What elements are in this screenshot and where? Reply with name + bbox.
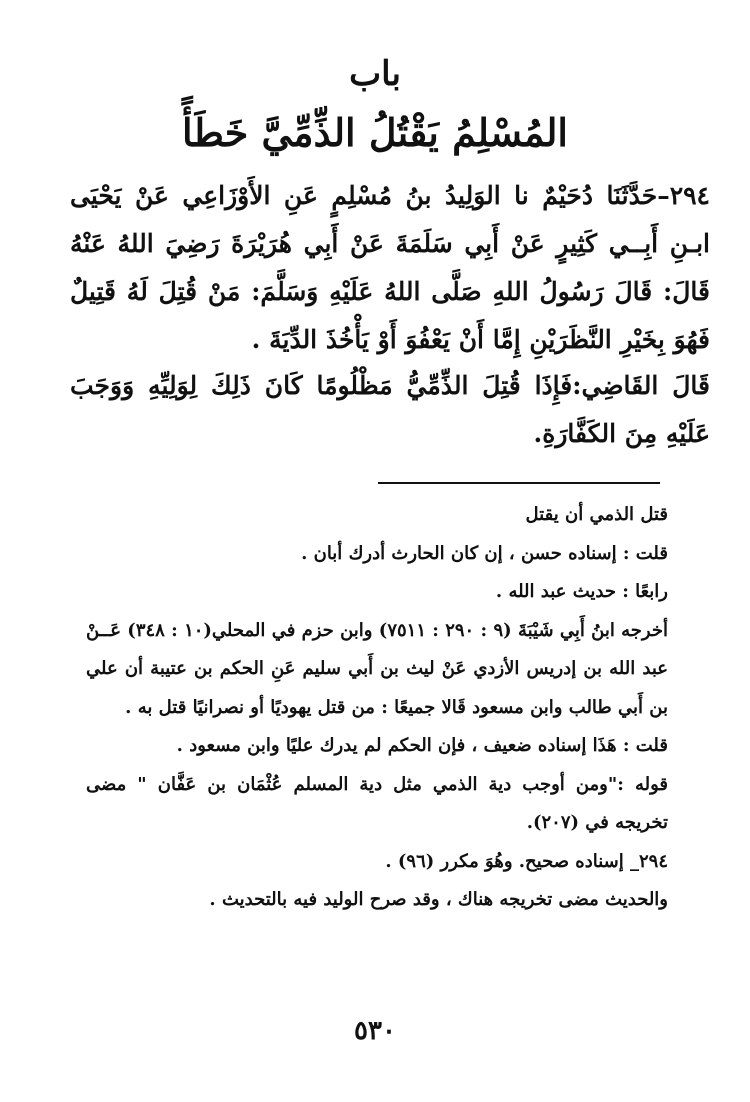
qadi-commentary: قَالَ القَاضِي:فَإِذَا قُتِلَ الذِّمِّيُّ مَظْلُومًا كَانَ ذَلِكَ لِوَلِيِّهِ وَوَجَبَ عَلَيْهِ مِنَ الكَفَّارَةِ. bbox=[70, 371, 710, 448]
chapter-label: باب bbox=[349, 54, 401, 94]
footnote-line: أخرجه ابنُ أَبِي شَيْبَةَ (٩ : ٢٩٠ : ٧٥١١) وابن حزم في المحلي(١٠ : ٣٤٨) عَــنْ عبد الله بن إدريس الأزدي عَنْ ليث بن أَبي سليم عَنِ الحكم بن عتيبة أن علي بن أَبي طالب وابن مسعود قَالا جميعًا : من قتل يهوديًا أو نصرانيًا قتل به . bbox=[86, 619, 668, 718]
footnote-line: قلت : إسناده حسن ، إن كان الحارث أدرك أبان . bbox=[301, 542, 668, 564]
footnote-line: رابعًا : حديث عبد الله . bbox=[495, 581, 668, 602]
chapter-title: المُسْلِمُ يَقْتُلُ الذِّمِّيَّ خَطَأً bbox=[182, 110, 568, 155]
footnote-line: قوله :"ومن أوجب دية الذمي مثل دية المسلم عُثْمَان بن عَفَّان " مضى تخريجه في (٢٠٧). bbox=[86, 773, 668, 833]
footnote-line: ٢٩٤_ إسناده صحيح. وهُوَ مكرر (٩٦) . bbox=[385, 850, 668, 872]
footnote-line: والحديث مضى تخريجه هناك ، وقد صرح الوليد فيه بالتحديث . bbox=[209, 889, 668, 910]
page-number: ٥٣٠ bbox=[354, 1016, 396, 1046]
footnotes bbox=[86, 496, 668, 920]
footnote-line: قلت : هَذَا إسناده ضعيف ، فإن الحكم لم يدرك عليًا وابن مسعود . bbox=[176, 735, 668, 756]
footnote-line: قتل الذمي أن يقتل bbox=[525, 504, 668, 525]
footnote-divider bbox=[378, 482, 660, 484]
hadith-294-text: ٢٩٤–حَدَّثَنَا دُحَيْمٌ نا الوَلِيدُ بنُ مُسْلِمٍ عَنِ الأَوْزَاعِي عَنْ يَحْيَى ابـنِ أَبِــي كَثِيرٍ عَنْ أَبِي سَلَمَةَ عَنْ أَبِي هُرَيْرَةَ رَضِيَ اللهُ عَنْهُ قَالَ: قَالَ رَسُولُ اللهِ صَلَّى اللهُ عَلَيْهِ وَسَلَّمَ: مَنْ قُتِلَ لَهُ قَتِيلٌ فَهُوَ بِخَيْرِ النَّظَرَيْنِ إِمَّا أَنْ يَعْفُوَ أَوْ يَأْخُذَ الدِّيَةَ . bbox=[70, 181, 710, 354]
